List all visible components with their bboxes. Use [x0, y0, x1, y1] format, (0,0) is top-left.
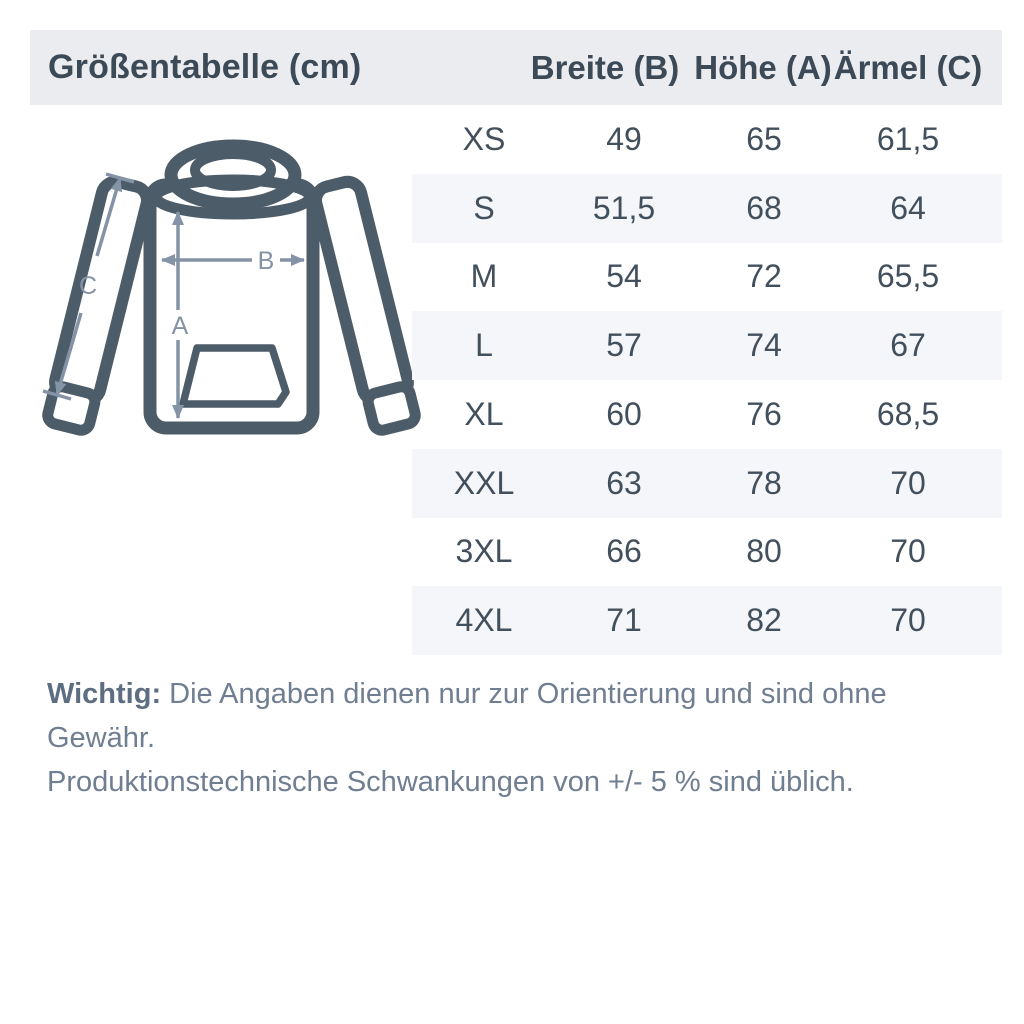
aermel-value: 61,5: [876, 120, 940, 157]
disclaimer-bold-label: Wichtig:: [47, 678, 162, 710]
hoehe-value: 78: [746, 464, 782, 501]
disclaimer-note: [47, 672, 967, 804]
dimension-label-a: A: [171, 312, 189, 340]
aermel-value: 68,5: [876, 395, 940, 432]
table-row: [412, 518, 1002, 587]
aermel-value: 64: [890, 189, 926, 226]
hoehe-value: 76: [746, 395, 782, 432]
dimension-label-c: C: [78, 272, 98, 300]
right-sleeve: [313, 179, 418, 433]
disclaimer-line1: Die Angaben dienen nur zur Orientierung und sind ohne Gewähr.: [47, 678, 887, 754]
breite-value: 57: [606, 327, 642, 364]
breite-value: 60: [606, 395, 642, 432]
breite-value: 54: [606, 258, 642, 295]
table-row: [412, 174, 1002, 243]
hoehe-value: 82: [746, 602, 782, 639]
aermel-value: 70: [890, 533, 926, 570]
breite-value: 51,5: [592, 189, 656, 226]
disclaimer-line2: Produktionstechnische Schwankungen von +/- 5 % sind üblich.: [47, 766, 854, 798]
aermel-value: 65,5: [876, 258, 940, 295]
hoehe-value: 80: [746, 533, 782, 570]
size-label: S: [473, 189, 495, 226]
breite-value: 71: [606, 602, 642, 639]
table-row: [412, 105, 1002, 174]
size-label: XS: [462, 120, 506, 157]
size-label: M: [470, 258, 498, 295]
hoodie-outline: [45, 146, 418, 433]
table-row: [412, 449, 1002, 518]
size-label: XL: [464, 395, 504, 432]
breite-value: 66: [606, 533, 642, 570]
size-label: L: [475, 327, 493, 364]
hoehe-value: 72: [746, 258, 782, 295]
hoehe-value: 68: [746, 189, 782, 226]
kangaroo-pocket: [183, 348, 286, 404]
size-table: [412, 105, 1002, 655]
hoodie-measurement-diagram: [35, 128, 435, 473]
breite-value: 63: [606, 464, 642, 501]
table-row: [412, 586, 1002, 655]
aermel-value: 70: [890, 464, 926, 501]
column-header-aermel: Ärmel (C): [833, 48, 983, 86]
breite-value: 49: [606, 120, 642, 157]
size-label: 3XL: [455, 533, 513, 570]
table-row: [412, 243, 1002, 312]
aermel-value: 70: [890, 602, 926, 639]
hoehe-value: 74: [746, 327, 782, 364]
aermel-value: 67: [890, 327, 926, 364]
size-label: XXL: [453, 464, 515, 501]
hoehe-value: 65: [746, 120, 782, 157]
page-title: Größentabelle (cm): [48, 48, 362, 86]
size-label: 4XL: [455, 602, 513, 639]
dimension-label-b: B: [257, 247, 275, 275]
column-header-breite: Breite (B): [530, 48, 680, 86]
table-row: [412, 380, 1002, 449]
column-header-hoehe: Höhe (A): [694, 48, 832, 86]
table-header-band: [30, 30, 1002, 105]
table-row: [412, 311, 1002, 380]
